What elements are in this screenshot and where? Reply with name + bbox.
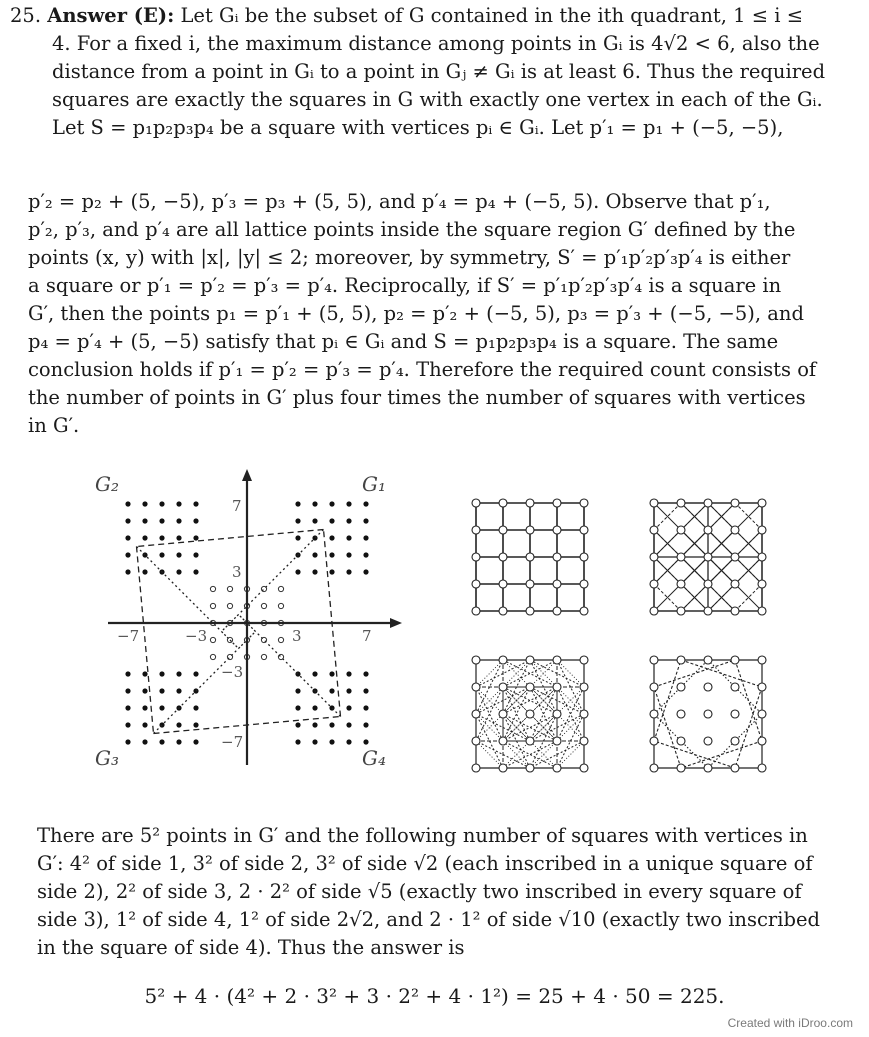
grid-point [650, 764, 658, 772]
y-axis-arrow-icon [242, 469, 252, 481]
square-edge [557, 741, 584, 768]
grid-point [580, 580, 588, 588]
grid-point [499, 607, 507, 615]
lattice-point [159, 739, 164, 744]
grid-point [580, 656, 588, 664]
grid-point [758, 499, 766, 507]
lattice-point [159, 501, 164, 506]
lattice-point [295, 569, 300, 574]
grid-point [553, 764, 561, 772]
continuation [10, 30, 858, 142]
grid-point [526, 683, 534, 691]
lattice-point [363, 705, 368, 710]
lattice-point [295, 518, 300, 523]
translation-line [239, 530, 324, 615]
paragraph-answer-intro [10, 2, 858, 142]
text-line: Let S = p₁p₂p₃p₄ be a square with vertices pᵢ ∈ Gᵢ. Let p′₁ = p₁ + (−5, −5), [52, 116, 784, 139]
square-edge [530, 714, 557, 741]
lattice-point [125, 705, 130, 710]
square-edge [503, 660, 530, 687]
square-edge [530, 687, 557, 714]
lattice-point [363, 688, 368, 693]
grid-point [472, 526, 480, 534]
grid-point [677, 526, 685, 534]
grid-point [472, 764, 480, 772]
lattice-point [312, 569, 317, 574]
tick-label: −7 [221, 733, 244, 751]
lattice-point [159, 535, 164, 540]
lattice-point [363, 722, 368, 727]
square-edge [530, 741, 557, 768]
grid-point [650, 710, 658, 718]
gprime-point [278, 637, 283, 642]
x-axis-arrow-icon [390, 618, 402, 628]
text-line: G′, then the points p₁ = p′₁ + (5, 5), p₂ = p′₂ + (−5, 5), p₃ = p′₃ + (−5, −5), and [28, 302, 804, 325]
grid-point [472, 710, 480, 718]
grid-point [499, 737, 507, 745]
lattice-point [346, 518, 351, 523]
grid-point [731, 710, 739, 718]
grid-point [526, 580, 534, 588]
paragraph-count [37, 822, 845, 962]
gprime-point [210, 637, 215, 642]
grid-point [650, 580, 658, 588]
lattice-point [295, 739, 300, 744]
grid-point [580, 764, 588, 772]
grid-point [580, 553, 588, 561]
grid-point [650, 683, 658, 691]
square-edge [476, 714, 503, 741]
square-edge [654, 660, 735, 687]
text-line: Let Gᵢ be the subset of G contained in the ith quadrant, 1 ≤ i ≤ [180, 4, 804, 27]
grid-point [580, 683, 588, 691]
square-edge [503, 687, 530, 714]
square-edge [476, 741, 503, 768]
lattice-point [176, 518, 181, 523]
paragraph-translation [28, 188, 834, 440]
lattice-point [295, 501, 300, 506]
lattice-point [295, 688, 300, 693]
lattice-point [329, 569, 334, 574]
lattice-point [346, 569, 351, 574]
lattice-point [176, 535, 181, 540]
lattice-point [329, 722, 334, 727]
lattice-point [142, 501, 147, 506]
square-edge [476, 714, 503, 741]
square-edge [503, 687, 530, 714]
grid-point [731, 499, 739, 507]
gprime-point [210, 586, 215, 591]
text-line: G′: 4² of side 1, 3² of side 2, 3² of side √2 (each inscribed in a unique square of [37, 852, 813, 875]
grid-point [758, 710, 766, 718]
grid-point [677, 710, 685, 718]
grid-point [526, 710, 534, 718]
text-line: in G′. [28, 414, 80, 437]
text-line: 4. For a fixed i, the maximum distance among points in Gᵢ is 4√2 < 6, also the [52, 32, 820, 55]
grid-point [704, 710, 712, 718]
text-line: p₄ = p′₄ + (5, −5) satisfy that pᵢ ∈ Gᵢ and S = p₁p₂p₃p₄ is a square. The same [28, 330, 779, 353]
tick-label: 3 [232, 563, 242, 581]
lattice-point [329, 688, 334, 693]
grid-point [650, 553, 658, 561]
grid-point [650, 656, 658, 664]
grid-point [526, 607, 534, 615]
lattice-point [159, 552, 164, 557]
grid-point [758, 737, 766, 745]
lattice-point [125, 535, 130, 540]
square-edge [530, 714, 557, 741]
grid-point [553, 683, 561, 691]
grid-point [526, 764, 534, 772]
lattice-point [193, 501, 198, 506]
text-line: a square or p′₁ = p′₂ = p′₃ = p′₄. Reciprocally, if S′ = p′₁p′₂p′₃p′₄ is a square in [28, 274, 782, 297]
square-edge [503, 714, 530, 741]
lattice-point [176, 722, 181, 727]
grid-point [553, 553, 561, 561]
grid-point [677, 499, 685, 507]
lattice-point [363, 535, 368, 540]
grid-point [731, 580, 739, 588]
translation-line [137, 547, 222, 632]
grid-point [731, 683, 739, 691]
grid-point [553, 526, 561, 534]
grid-point [499, 526, 507, 534]
lattice-point [125, 739, 130, 744]
lattice-point [142, 569, 147, 574]
lattice-point [363, 671, 368, 676]
square-edge [476, 687, 503, 714]
lattice-point [125, 722, 130, 727]
grid-squares-sqrt5 [470, 654, 590, 774]
grid-point [472, 656, 480, 664]
lattice-point [142, 552, 147, 557]
grid-squares-diagonal [648, 497, 768, 617]
label-g1: G₁ [362, 472, 386, 496]
text-line: p′₂, p′₃, and p′₄ are all lattice points inside the square region G′ defined by the [28, 218, 796, 241]
grid-point [758, 656, 766, 664]
grid-point [580, 737, 588, 745]
lattice-point [193, 552, 198, 557]
text-line: side 2), 2² of side 3, 2 · 2² of side √5 (exactly two inscribed in every square of [37, 880, 802, 903]
grid-point [553, 580, 561, 588]
text-line: in the square of side 4). Thus the answer is [37, 936, 465, 959]
lattice-point [193, 739, 198, 744]
lattice-point [363, 739, 368, 744]
lattice-point [142, 688, 147, 693]
grid-point [731, 526, 739, 534]
lattice-point [176, 739, 181, 744]
dashed-squares [137, 530, 341, 734]
lattice-point [159, 722, 164, 727]
grid-point [677, 656, 685, 664]
gprime-point [261, 603, 266, 608]
grid-point [758, 764, 766, 772]
lattice-point [125, 501, 130, 506]
grid-point [472, 553, 480, 561]
lattice-point [176, 671, 181, 676]
square-edge [735, 660, 762, 741]
square-edge [503, 687, 530, 714]
lattice-point [295, 722, 300, 727]
grid-point [526, 526, 534, 534]
square-edge [557, 687, 584, 714]
lattice-point [312, 518, 317, 523]
grid-point [499, 499, 507, 507]
square-edge [530, 660, 557, 687]
text-line: There are 5² points in G′ and the following number of squares with vertices in [37, 824, 808, 847]
grid-point [472, 607, 480, 615]
lattice-point [125, 671, 130, 676]
grid-point [758, 553, 766, 561]
lattice-point [176, 501, 181, 506]
grid-point [526, 656, 534, 664]
lattice-point [193, 722, 198, 727]
tick-label: −7 [117, 627, 140, 645]
grid-point [704, 764, 712, 772]
lattice-point [125, 552, 130, 557]
lattice-point [142, 739, 147, 744]
square-edge [503, 660, 530, 687]
grid-point [650, 737, 658, 745]
grid-point [499, 683, 507, 691]
grid-point [704, 737, 712, 745]
grid-point [499, 553, 507, 561]
text-line: p′₂ = p₂ + (5, −5), p′₃ = p₃ + (5, 5), and p′₄ = p₄ + (−5, 5). Observe that p′₁, [28, 190, 771, 213]
grid-point [472, 683, 480, 691]
lattice-point [346, 552, 351, 557]
lattice-point [193, 671, 198, 676]
grid-point [499, 656, 507, 664]
grid-point [731, 764, 739, 772]
lattice-point [193, 518, 198, 523]
lattice-point [363, 569, 368, 574]
square-edge [530, 687, 557, 714]
grid-point [758, 580, 766, 588]
lattice-point [346, 688, 351, 693]
lattice-point [312, 705, 317, 710]
square-edge [557, 714, 584, 741]
tick-label: 7 [232, 497, 242, 515]
grid-point [731, 737, 739, 745]
grid-point [472, 580, 480, 588]
grid-point [580, 499, 588, 507]
grid-point [526, 499, 534, 507]
grid-point [526, 737, 534, 745]
label-g2: G₂ [95, 472, 119, 496]
square-edge [530, 714, 557, 741]
lattice-point [295, 535, 300, 540]
grid-point [650, 526, 658, 534]
grid-point [553, 710, 561, 718]
square-edge [503, 714, 530, 741]
square-edge [503, 687, 530, 714]
lattice-point [329, 518, 334, 523]
grid-point [553, 656, 561, 664]
square-edge [476, 660, 503, 687]
grid-point [677, 737, 685, 745]
lattice-point [312, 535, 317, 540]
grid-point [677, 683, 685, 691]
square-edge [557, 660, 584, 687]
grid-point [553, 499, 561, 507]
grid-point [526, 553, 534, 561]
lattice-point [142, 671, 147, 676]
lattice-point [329, 552, 334, 557]
lattice-point [329, 705, 334, 710]
square-edge [530, 687, 557, 714]
lattice-point [159, 518, 164, 523]
lattice-point [176, 688, 181, 693]
tick-label: −3 [185, 627, 208, 645]
grid-point [580, 607, 588, 615]
grid-point [472, 499, 480, 507]
lattice-point [176, 569, 181, 574]
lattice-point [329, 739, 334, 744]
lattice-quadrant-figure [90, 465, 420, 775]
lattice-point [312, 722, 317, 727]
square-edge [503, 741, 530, 768]
grid-point [650, 499, 658, 507]
gprime-point [278, 586, 283, 591]
lattice-point [312, 671, 317, 676]
lattice-point [363, 501, 368, 506]
grid-point [731, 656, 739, 664]
problem-number: 25. [10, 4, 42, 27]
grid-point [704, 526, 712, 534]
grid-point [580, 710, 588, 718]
lattice-point [346, 501, 351, 506]
lattice-point [125, 569, 130, 574]
grid-point [704, 580, 712, 588]
label-g3: G₃ [95, 746, 119, 770]
grid-point [704, 607, 712, 615]
grid-point [553, 737, 561, 745]
grid-point [677, 607, 685, 615]
text-line: conclusion holds if p′₁ = p′₂ = p′₃ = p′₄. Therefore the required count consists of [28, 358, 817, 381]
text-line: distance from a point in Gᵢ to a point in Gⱼ ≠ Gᵢ is at least 6. Thus the required [52, 60, 826, 83]
text-line: side 3), 1² of side 4, 1² of side 2√2, and 2 · 1² of side √10 (exactly two inscribed [37, 908, 820, 931]
square-edge [503, 714, 530, 741]
grid-point [704, 553, 712, 561]
gprime-point [278, 603, 283, 608]
lattice-point [346, 722, 351, 727]
answer-label: Answer (E): [47, 4, 175, 27]
lattice-point [363, 552, 368, 557]
lattice-point [142, 722, 147, 727]
grid-point [704, 499, 712, 507]
grid-point [731, 553, 739, 561]
grid-point [499, 764, 507, 772]
grid-point [553, 607, 561, 615]
lattice-point [312, 739, 317, 744]
text-line: the number of points in G′ plus four times the number of squares with vertices [28, 386, 806, 409]
tick-label: 3 [292, 627, 302, 645]
grid-point [758, 607, 766, 615]
square-edge [557, 687, 584, 714]
lattice-point [142, 518, 147, 523]
square-edge [503, 741, 530, 768]
gprime-point [210, 603, 215, 608]
lattice-point [125, 518, 130, 523]
text-line: points (x, y) with |x|, |y| ≤ 2; moreover, by symmetry, S′ = p′₁p′₂p′₃p′₄ is either [28, 246, 791, 269]
lattice-point [346, 739, 351, 744]
square-edge [503, 714, 530, 741]
grid-point [677, 553, 685, 561]
grid-point [472, 737, 480, 745]
lattice-point [142, 535, 147, 540]
gprime-point [227, 603, 232, 608]
lattice-point [329, 501, 334, 506]
gprime-point [261, 654, 266, 659]
grid-point [758, 683, 766, 691]
text-line: squares are exactly the squares in G with exactly one vertex in each of the Gᵢ. [52, 88, 823, 111]
lattice-point [295, 705, 300, 710]
square-sprime-edge [222, 632, 239, 649]
lattice-point [312, 552, 317, 557]
lattice-point [329, 535, 334, 540]
lattice-point [142, 705, 147, 710]
square-edge [530, 714, 557, 741]
lattice-point [159, 688, 164, 693]
tick-label: 7 [362, 627, 372, 645]
lattice-point [159, 671, 164, 676]
grid-point [499, 710, 507, 718]
square-edge [557, 714, 584, 741]
grid-point [704, 656, 712, 664]
grid-squares-large [648, 654, 768, 774]
gprime-point [210, 654, 215, 659]
grid-point [650, 607, 658, 615]
grid-squares-side-1-2 [470, 497, 590, 617]
grid-point [580, 526, 588, 534]
grid-point [704, 683, 712, 691]
lattice-point [329, 671, 334, 676]
square-edge [530, 687, 557, 714]
grid-point [758, 526, 766, 534]
lattice-point [193, 705, 198, 710]
square-edge [654, 687, 681, 768]
lattice-point [176, 552, 181, 557]
final-equation: 5² + 4 · (4² + 2 · 3² + 3 · 2² + 4 · 1²) = 25 + 4 · 50 = 225. [144, 984, 725, 1008]
grid-point [677, 764, 685, 772]
translation-line [154, 649, 239, 734]
lattice-point [159, 705, 164, 710]
lattice-point [346, 671, 351, 676]
square-edge [530, 660, 557, 687]
lattice-point [193, 569, 198, 574]
lattice-point [312, 501, 317, 506]
lattice-point [346, 705, 351, 710]
grid-point [677, 580, 685, 588]
line-1 [10, 2, 858, 30]
lattice-point [125, 688, 130, 693]
gprime-point [227, 586, 232, 591]
label-g4: G₄ [362, 746, 386, 770]
credit-text: Created with iDroo.com [727, 1016, 853, 1030]
tick-label: −3 [221, 663, 244, 681]
square-edge [681, 741, 762, 768]
square-edge [476, 687, 503, 714]
lattice-point [363, 518, 368, 523]
lattice-point [193, 535, 198, 540]
square-edge [530, 741, 557, 768]
grid-point [731, 607, 739, 615]
lattice-point [346, 535, 351, 540]
grid-point [499, 580, 507, 588]
